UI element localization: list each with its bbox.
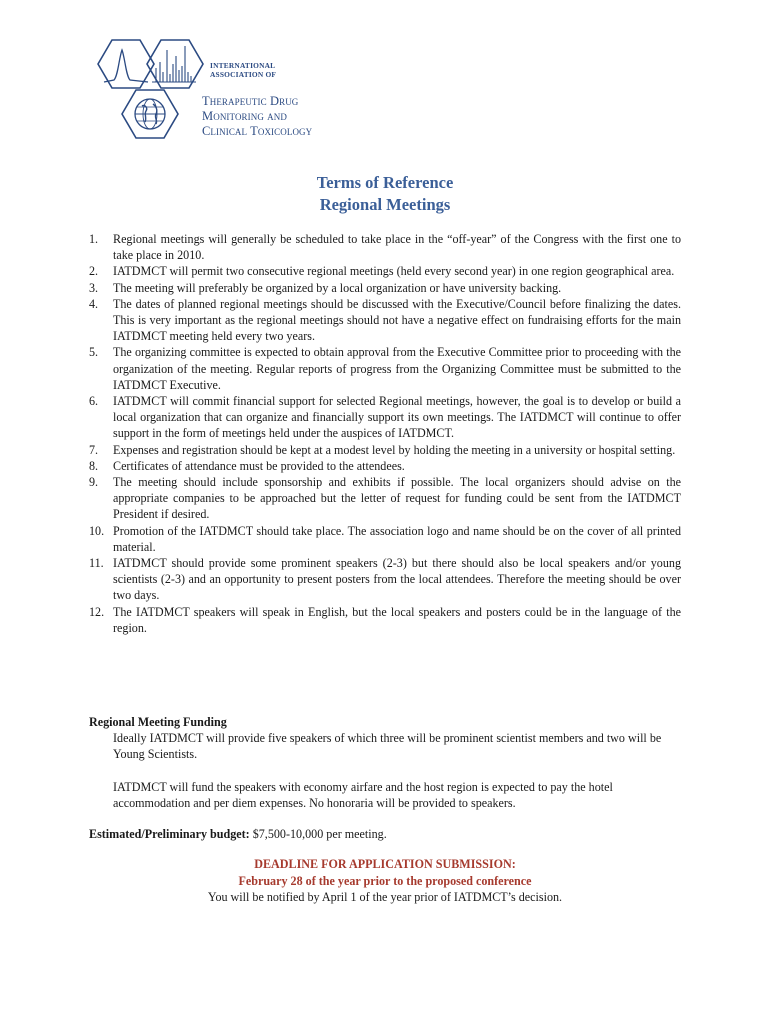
budget-label: Estimated/Preliminary budget: [89,827,250,841]
list-item: 5. The organizing committee is expected to obtain approval from the Executive Committee prior to proceeding with the organization of the meeting. Regular reports of progress from the Organizing Committee must be submitted to the IATDMCT Executive. [89,345,681,392]
deadline-section [0,856,770,906]
list-item: 12. The IATDMCT speakers will speak in English, but the local speakers and posters could be in the language of the region. [89,604,681,635]
deadline-date: February 28 of the year prior to the proposed conference [238,873,532,888]
list-item: 6. IATDMCT will commit financial support for selected Regional meetings, however, the goal is to develop or build a local organization that can organize and financially support its own meetings. The IATDMCT will continue to offer support in the form of meetings held under the auspices of IATDMCT. [89,394,681,441]
funding-heading: Regional Meeting Funding [89,715,227,729]
list-item: 9. The meeting should include sponsorship and exhibits if possible. The local organizers should advise on the appropriate companies to be approached but the letter of request for funding could be sent from the IATDMCT President if desired. [89,475,681,522]
funding-paragraph-1: Ideally IATDMCT will provide five speakers of which three will be prominent scientist members and two will be Young Scientists. [113,731,662,762]
budget-line [89,826,387,842]
list-item: 10. Promotion of the IATDMCT should take place. The association logo and name should be on the cover of all printed material. [89,523,681,554]
org-name: Therapeutic Drug Monitoring and Clinical Toxicology [202,94,313,138]
title-line-2: Regional Meetings [319,195,451,214]
org-prefix: INTERNATIONAL ASSOCIATION OF [210,61,277,79]
document-title [0,172,770,216]
terms-list [89,231,681,636]
list-item: 1. Regional meetings will generally be scheduled to take place in the “off-year” of the Congress with the first one to take place in 2010. [89,232,681,263]
deadline-heading: DEADLINE FOR APPLICATION SUBMISSION: [254,857,516,871]
list-item: 4. The dates of planned regional meetings should be discussed with the Executive/Council before finalizing the dates. This is very important as the regional meetings should not have a negative effect on fundraising efforts for the main IATDMCT meeting held every two years. [89,296,681,344]
deadline-note: You will be notified by April 1 of the year prior of IATDMCT’s decision. [207,890,563,904]
funding-paragraph-2: IATDMCT will fund the speakers with economy airfare and the host region is expected to pay the hotel accommodation and per diem expenses. No honoraria will be provided to speakers. [113,779,613,810]
list-item: 3. The meeting will preferably be organized by a local organization or have university backing. [89,280,562,295]
title-line-1: Terms of Reference [316,173,454,192]
funding-section [89,714,681,827]
budget-value: $7,500-10,000 per meeting. [249,827,387,841]
list-item: 2. IATDMCT will permit two consecutive regional meetings (held every second year) in one region geographical area. [89,264,675,279]
list-item: 7. Expenses and registration should be kept at a modest level by holding the meeting in a university or hospital setting. [89,442,676,457]
iatdmct-logo [90,36,350,148]
list-item: 8. Certificates of attendance must be provided to the attendees. [89,458,405,473]
list-item: 11. IATDMCT should provide some prominent speakers (2-3) but there should also be local speakers and/or young scientists (2-3) and an opportunity to present posters from the local attendees. Therefore the meeting should be over two days. [89,556,681,603]
